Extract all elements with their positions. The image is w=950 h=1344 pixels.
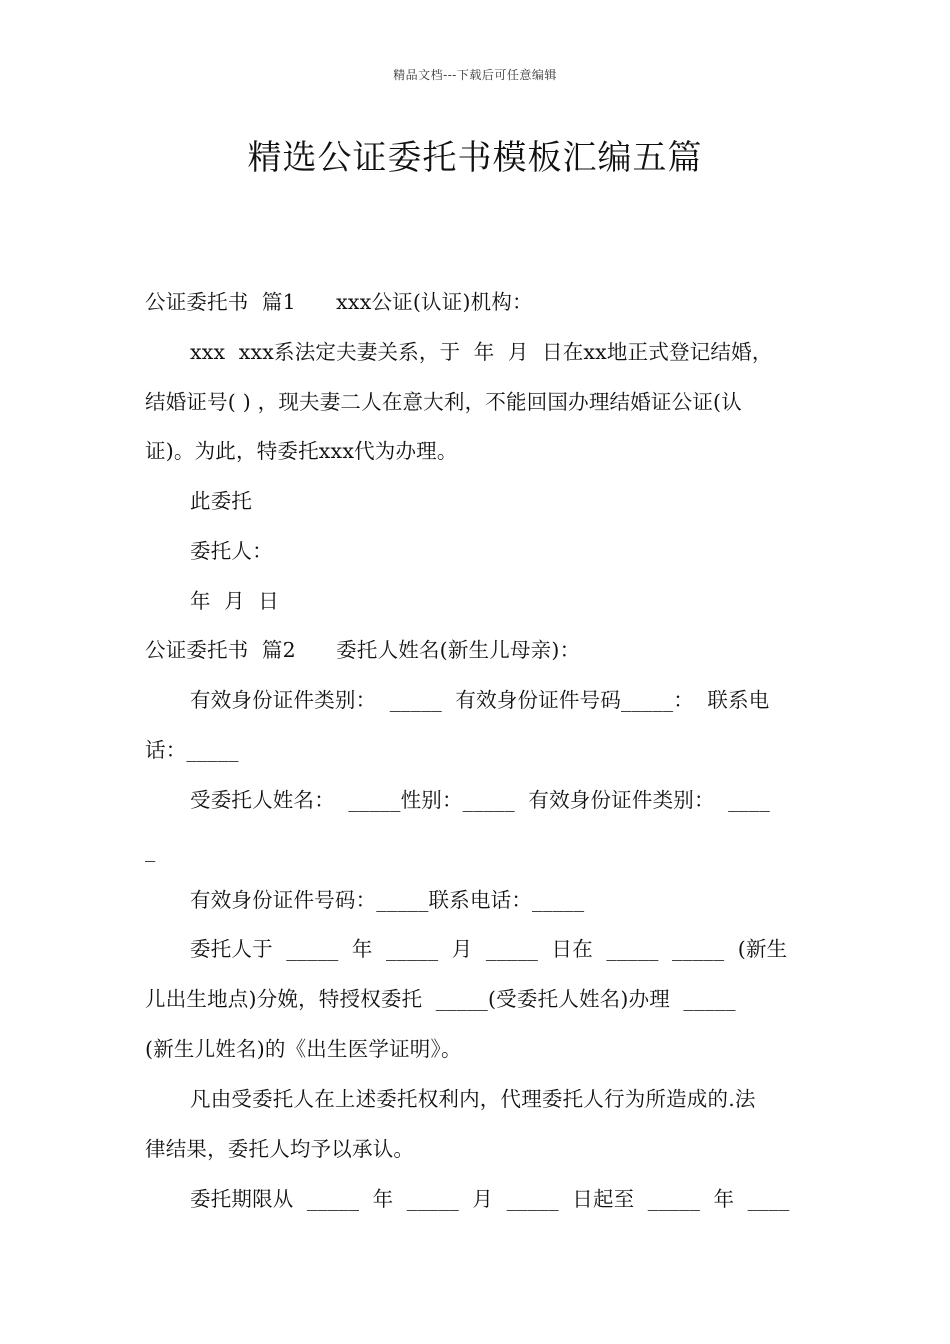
date-line: 年 月 日 [190,589,279,613]
page-header: 精品文档---下载后可任意编辑 [393,68,557,82]
document-title: 精选公证委托书模板汇编五篇 [247,138,703,178]
paragraph-line: _ [145,838,156,862]
paragraph-line: 结婚证号( ) ，现夫妻二人在意大利，不能回国办理结婚证公证(认 [145,390,742,414]
paragraph-line: 有效身份证件号码：_____联系电话：_____ [190,888,585,912]
signature-label: 委托人： [190,539,273,563]
paragraph-line: 凡由受委托人在上述委托权利内，代理委托人行为所造成的.法 [190,1087,756,1111]
paragraph-line: 委托人于 _____ 年 _____ 月 _____ 日在 _____ _____ (新生 [190,937,788,961]
paragraph-line: 此委托 [190,489,253,513]
paragraph-line: 证)。为此，特委托xxx代为办理。 [145,439,458,463]
paragraph-line: 儿出生地点)分娩，特授权委托 _____(受委托人姓名)办理 _____ [145,987,736,1011]
paragraph-line: 律结果，委托人均予以承认。 [145,1137,415,1161]
section-heading-1: 公证委托书 篇1 xxx公证(认证)机构： [145,290,533,314]
paragraph-line: (新生儿姓名)的《出生医学证明》。 [145,1037,462,1061]
paragraph-line: 话：_____ [145,738,239,762]
paragraph-line: 委托期限从 _____ 年 _____ 月 _____ 日起至 _____ 年 ____ [190,1187,790,1211]
paragraph-line: 有效身份证件类别： _____ 有效身份证件号码_____： 联系电 [190,688,770,712]
paragraph-line: xxx xxx系法定夫妻关系，于 年 月 日在xx地正式登记结婚， [190,340,773,364]
section-heading-2: 公证委托书 篇2 委托人姓名(新生儿母亲)： [145,638,581,662]
paragraph-line: 受委托人姓名： _____性别：_____ 有效身份证件类别： ____ [190,788,770,812]
